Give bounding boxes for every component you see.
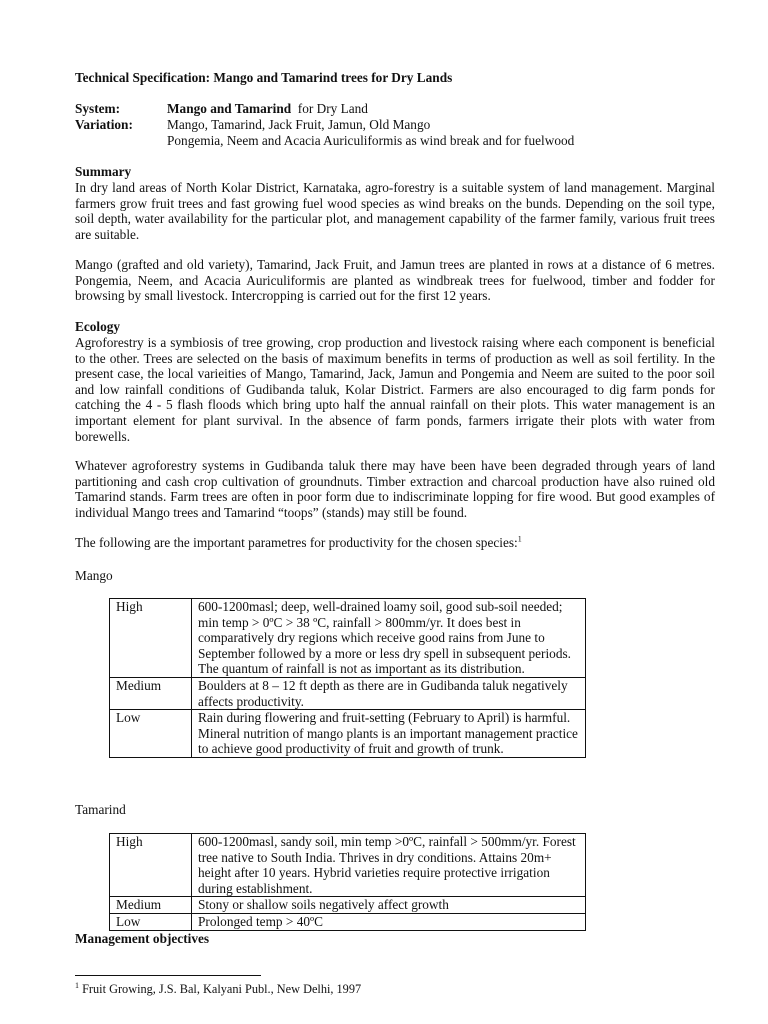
footnote-divider — [75, 975, 261, 976]
level-cell: High — [110, 834, 192, 897]
description-cell: 600-1200masl, sandy soil, min temp >0ºC, rainfall > 500mm/yr. Forest tree native to South India. Thrives in dry conditions. Attains 20m+ height after 10 years. Hybrid varieties require protective irrigation during establishment. — [192, 834, 586, 897]
ecology-paragraph-3 — [75, 535, 522, 551]
tamarind-label: Tamarind — [75, 802, 126, 817]
level-cell: High — [110, 599, 192, 678]
footnote — [75, 982, 361, 998]
description-cell: Stony or shallow soils negatively affect growth — [192, 897, 586, 914]
variation-line-2: Pongemia, Neem and Acacia Auriculiformis as wind break and for fuelwood — [167, 133, 575, 148]
document-title: Technical Specification: Mango and Tamarind trees for Dry Lands — [75, 70, 453, 85]
ecology-paragraph-1: Agroforestry is a symbiosis of tree growing, crop production and livestock raising where each component is beneficial to the other. Trees are selected on the basis of maximum benefits in terms of production as well as soil fertility. In the present case, the local varieities of Mango, Tamarind, Jack, Jamun and Pongemia and Neem are suited to the poor soil and low rainfall conditions of Gudibanda taluk, Kolar District. Farmers are also encouraged to dig farm ponds for catching the 4 - 5 flash floods which bring upto half the annual rainfall on their plots. This water management is an important element for plant survival. In the absence of farm ponds, farmers irrigate their plots with water from borewells. — [75, 335, 715, 444]
ecology-paragraph-2: Whatever agroforestry systems in Gudibanda taluk there may have been have been degraded through years of land partitioning and cash crop cultivation of groundnuts. Timber extraction and charcoal production have also ruined old Tamarind stands. Farm trees are often in poor form due to indiscriminate lopping for fire wood. But good examples of individual Mango trees and Tamarind “toops” (stands) may still be found. — [75, 458, 715, 520]
footnote-text: Fruit Growing, J.S. Bal, Kalyani Publ., New Delhi, 1997 — [79, 982, 362, 996]
level-cell: Low — [110, 710, 192, 758]
table-row — [110, 599, 586, 678]
ecology-paragraph-3-text: The following are the important parametres for productivity for the chosen species: — [75, 535, 518, 550]
ecology-heading: Ecology — [75, 319, 121, 334]
mango-table — [109, 598, 586, 758]
description-cell: Prolonged temp > 40ºC — [192, 913, 586, 930]
summary-paragraph-2: Mango (grafted and old variety), Tamarind, Jack Fruit, and Jamun trees are planted in rows at a distance of 6 metres. Pongemia, Neem, and Acacia Auriculiformis are planted as windbreak trees for fuelwood, timber and fodder for browsing by small livestock. Intercropping is carried out for the first 12 years. — [75, 257, 715, 304]
summary-heading: Summary — [75, 164, 132, 179]
level-cell: Low — [110, 913, 192, 930]
footnote-reference: 1 — [517, 534, 522, 544]
system-label: System: — [75, 101, 121, 116]
footnote-number: 1 — [75, 980, 79, 990]
level-cell: Medium — [110, 677, 192, 709]
variation-label: Variation: — [75, 117, 133, 132]
mango-label: Mango — [75, 568, 113, 583]
system-value-rest: for Dry Land — [291, 101, 368, 116]
description-cell: Boulders at 8 – 12 ft depth as there are in Gudibanda taluk negatively affects productivity. — [192, 677, 586, 709]
description-cell: Rain during flowering and fruit-setting (February to April) is harmful. Mineral nutrition of mango plants is an important management practice to achieve good productivity of fruit and growth of trunk. — [192, 710, 586, 758]
management-heading: Management objectives — [75, 931, 210, 946]
tamarind-table — [109, 833, 586, 931]
table-row — [110, 677, 586, 709]
table-row — [110, 913, 586, 930]
table-row — [110, 834, 586, 897]
system-value — [167, 101, 368, 117]
description-cell: 600-1200masl; deep, well-drained loamy soil, good sub-soil needed; min temp > 0ºC > 38 ºC, rainfall > 800mm/yr. It does best in comparatively dry regions which receive good rains from June to September followed by a more or less dry spell in subsequent periods. The quantum of rainfall is not as important as its distribution. — [192, 599, 586, 678]
summary-paragraph-1: In dry land areas of North Kolar District, Karnataka, agro-forestry is a suitable system of land management. Marginal farmers grow fruit trees and fast growing fuel wood species as wind breaks on the bunds. Depending on the soil type, soil depth, water availability for the particular plot, and management capability of the farmer family, various fruit trees are suitable. — [75, 180, 715, 242]
system-value-bold: Mango and Tamarind — [167, 101, 292, 116]
variation-line-1: Mango, Tamarind, Jack Fruit, Jamun, Old Mango — [167, 117, 431, 132]
table-row — [110, 897, 586, 914]
level-cell: Medium — [110, 897, 192, 914]
table-row — [110, 710, 586, 758]
